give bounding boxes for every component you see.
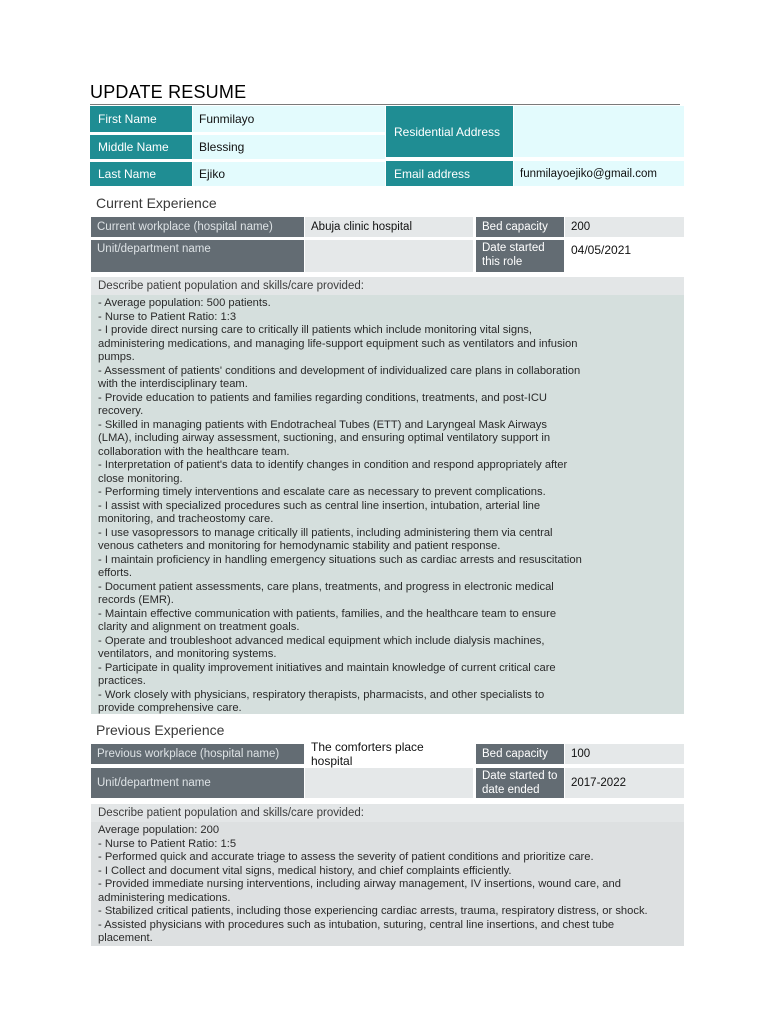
description-line: placement. [98,932,153,944]
description-line: - Nurse to Patient Ratio: 1:3 [98,310,237,323]
current-unit-label: Unit/department name [91,240,304,272]
description-line: pumps. [98,351,135,363]
middle-name-label: Middle Name [90,135,192,159]
description-line: administering medications, and managing life-support equipment such as ventilators and infusion [98,337,578,350]
description-line: - Operate and troubleshoot advanced medical equipment which include dialysis machines, [98,634,545,647]
previous-description-text[interactable] [91,822,684,946]
description-line: - Performed quick and accurate triage to assess the severity of patient conditions and prioritize care. [98,851,594,863]
description-line: records (EMR). [98,594,174,606]
description-line: - Assessment of patients' conditions and development of individualized care plans in collaboration [98,364,581,377]
description-line: - I assist with specialized procedures such as central line insertion, intubation, arterial line [98,499,541,512]
previous-describe-label: Describe patient population and skills/care provided: [91,804,684,822]
description-line: - I Collect and document vital signs, medical history, and chief complaints efficiently. [98,864,512,877]
description-line: provide comprehensive care. [98,702,242,714]
description-line: ventilators, and monitoring systems. [98,648,277,660]
description-line: with the interdisciplinary team. [98,378,248,390]
previous-experience-heading: Previous Experience [96,722,225,738]
description-line: - I provide direct nursing care to critically ill patients which include monitoring vital signs, [98,324,533,336]
page-title: UPDATE RESUME [90,82,247,102]
description-line: - Skilled in managing patients with Endotracheal Tubes (ETT) and Laryngeal Mask Airways [98,418,547,431]
description-line: - Assisted physicians with procedures such as intubation, suturing, central line insertions, and chest tube [98,918,615,931]
current-describe-label: Describe patient population and skills/care provided: [91,277,684,295]
description-line: - Provided immediate nursing interventions, including airway management, IV insertions, wound care, and [98,878,621,890]
previous-bed-capacity-label: Bed capacity [476,744,564,764]
previous-bed-capacity-field[interactable]: 100 [565,744,684,764]
previous-workplace-field[interactable]: The comforters place hospital [305,744,473,764]
current-date-started-label: Date started this role [476,240,564,272]
previous-unit-label: Unit/department name [91,768,304,798]
current-workplace-field[interactable]: Abuja clinic hospital [305,217,473,237]
description-line: venous catheters and monitoring for hemodynamic stability and patient response. [98,540,501,552]
description-line: - Stabilized critical patients, including those experiencing cardiac arrests, trauma, respiratory distress, or shock. [98,905,648,917]
previous-date-label: Date started to date ended [476,768,564,798]
first-name-field[interactable]: Funmilayo [193,106,385,132]
current-unit-field[interactable] [305,240,473,272]
current-bed-capacity-field[interactable]: 200 [565,217,684,237]
description-line: - Work closely with physicians, respiratory therapists, pharmacists, and other specialists to [98,688,545,701]
first-name-label: First Name [90,106,192,132]
description-line: - Provide education to patients and families regarding conditions, treatments, and post-ICU [98,391,547,404]
description-line: monitoring, and tracheostomy care. [98,513,274,525]
title-divider [90,104,680,105]
description-line: - Performing timely interventions and escalate care as necessary to prevent complications. [98,486,546,498]
last-name-field[interactable]: Ejiko [193,162,385,186]
description-line: - Interpretation of patient's data to identify changes in condition and respond appropriately after [98,459,568,471]
current-description-text[interactable] [91,295,684,714]
current-workplace-label: Current workplace (hospital name) [91,217,304,237]
description-line: efforts. [98,567,132,579]
description-line: - Document patient assessments, care plans, treatments, and progress in electronic medical [98,580,554,593]
description-line: - I use vasopressors to manage critically ill patients, including administering them via central [98,526,553,539]
residential-address-field[interactable] [514,106,684,157]
description-line: collaboration with the healthcare team. [98,445,290,458]
description-line: recovery. [98,405,144,417]
email-field[interactable]: funmilayoejiko@gmail.com [514,161,684,186]
middle-name-field[interactable]: Blessing [193,135,385,159]
description-line: close monitoring. [98,472,183,485]
description-line: practices. [98,675,146,687]
description-line: (LMA), including airway assessment, suctioning, and ensuring optimal ventilatory support in [98,432,551,444]
description-line: - Participate in quality improvement initiatives and maintain knowledge of current critical care [98,661,556,674]
previous-workplace-label: Previous workplace (hospital name) [91,744,304,764]
email-label: Email address [386,161,513,186]
description-line: - Maintain effective communication with patients, families, and the healthcare team to ensure [98,607,557,620]
residential-address-label: Residential Address [386,106,513,157]
last-name-label: Last Name [90,162,192,186]
current-experience-heading: Current Experience [96,195,217,211]
description-line: clarity and alignment on treatment goals. [98,621,300,633]
description-line: administering medications. [98,891,231,904]
description-line: Average population: 200 [98,824,220,836]
description-line: - Nurse to Patient Ratio: 1:5 [98,837,237,850]
description-line: - Average population: 500 patients. [98,297,271,309]
previous-unit-field[interactable] [305,768,473,798]
current-bed-capacity-label: Bed capacity [476,217,564,237]
previous-date-field[interactable]: 2017-2022 [565,768,684,798]
description-line: - I maintain proficiency in handling emergency situations such as cardiac arrests and resuscitation [98,553,582,566]
current-date-started-field[interactable]: 04/05/2021 [565,240,684,260]
